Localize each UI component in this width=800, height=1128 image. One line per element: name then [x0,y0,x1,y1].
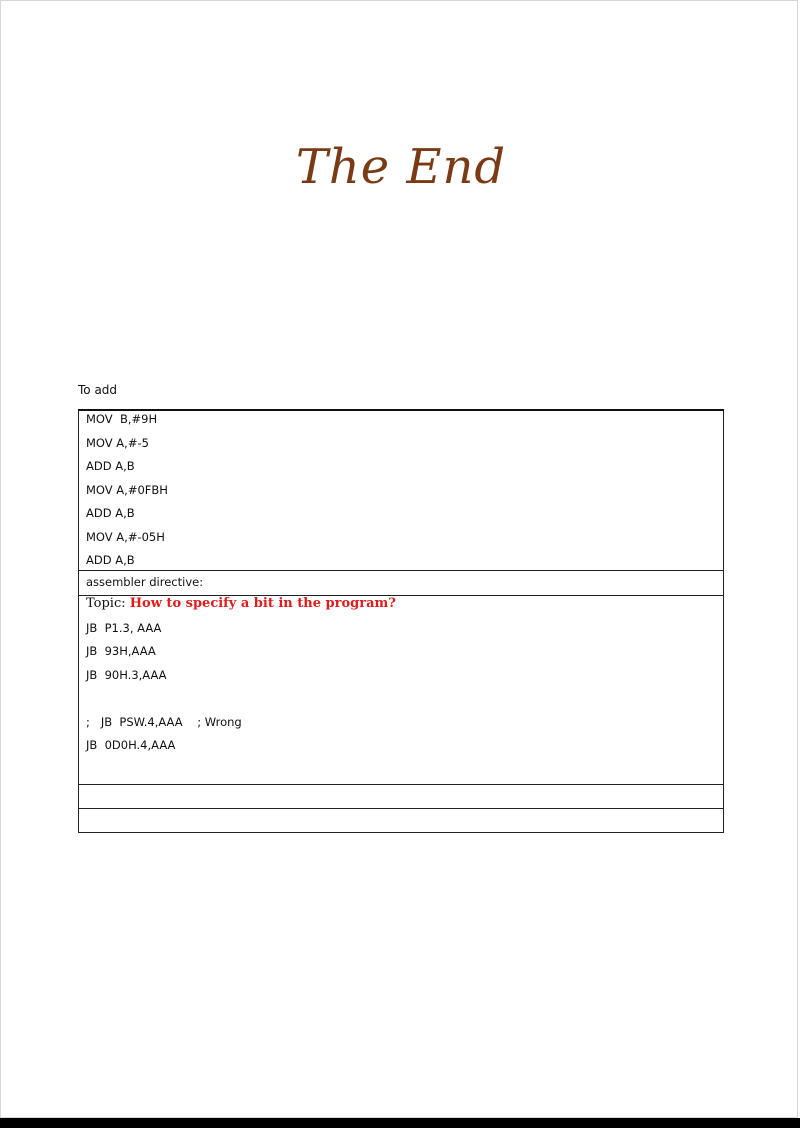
code-line: ; JB PSW.4,AAA ; Wrong [86,714,242,729]
directive-label: assembler directive: [86,575,204,589]
code-line: JB 93H,AAA [86,644,156,658]
empty-cell [79,809,724,833]
intro-text: To add [78,383,118,397]
code-line: ADD A,B [86,553,135,567]
topic-prefix: Topic: [86,596,130,611]
blank-line [86,690,716,714]
code-line: MOV A,#-5 [86,435,149,450]
code-line: MOV A,#0FBH [86,482,168,497]
empty-cell [79,785,724,809]
add-code-cell [79,410,724,571]
table-row [79,785,724,809]
table-row [79,571,724,596]
table-row [79,596,724,785]
code-line: MOV A,#-05H [86,529,165,544]
bits-code-cell [79,596,724,785]
code-line: JB 90H.3,AAA [86,667,167,682]
table-row [79,410,724,571]
code-table [78,409,724,833]
code-line: MOV B,#9H [86,412,158,426]
bottom-edge-bar [0,1118,800,1128]
code-line: ADD A,B [86,506,135,520]
code-line: JB 0D0H.4,AAA [86,738,176,752]
table-row [79,809,724,833]
topic-line [86,596,716,620]
page-title: The End [295,139,507,195]
code-line: JB P1.3, AAA [86,620,162,635]
code-line: ADD A,B [86,459,135,473]
directive-cell [79,571,724,596]
topic-emphasis: How to specify a bit in the program? [129,596,396,611]
